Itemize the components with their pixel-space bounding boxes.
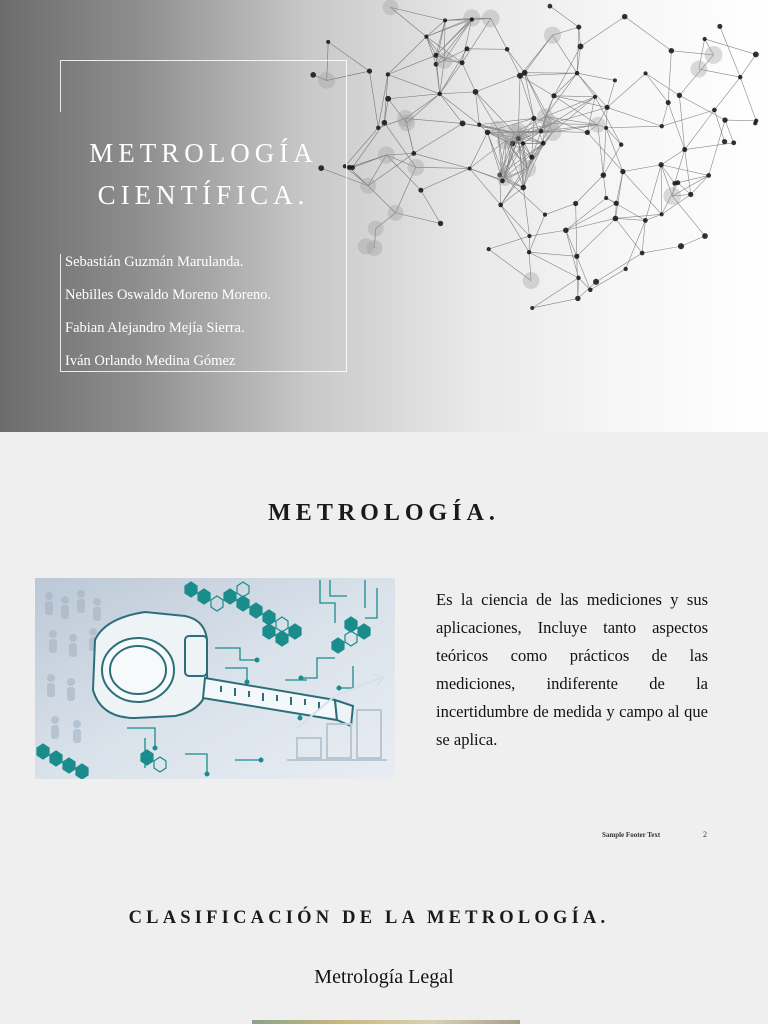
plexus-link	[566, 203, 616, 230]
plexus-node	[706, 173, 711, 178]
plexus-node	[575, 71, 579, 75]
plexus-link	[685, 150, 691, 195]
plexus-node	[705, 46, 723, 64]
plexus-node	[519, 160, 536, 177]
plexus-link	[577, 73, 595, 97]
plexus-node	[590, 117, 606, 133]
author-3: Fabian Alejandro Mejía Sierra.	[65, 320, 245, 336]
plexus-node	[366, 240, 382, 256]
plexus-node	[505, 47, 510, 52]
plexus-link	[581, 17, 625, 47]
plexus-node	[485, 130, 490, 135]
plexus-node	[544, 27, 561, 44]
plexus-link	[421, 168, 470, 190]
plexus-node	[563, 227, 569, 233]
plexus-node	[640, 251, 645, 256]
plexus-node	[573, 201, 578, 206]
plexus-link	[691, 175, 709, 194]
plexus-link	[615, 218, 645, 220]
slide-heading: CLASIFICACIÓN DE LA METROLOGÍA.	[128, 908, 610, 928]
plexus-node	[539, 129, 543, 133]
plexus-node	[378, 146, 395, 163]
plexus-link	[501, 205, 529, 252]
plexus-link	[740, 77, 756, 121]
plexus-node	[613, 216, 619, 222]
plexus-link	[642, 246, 681, 253]
plexus-node	[527, 234, 531, 238]
author-1: Sebastián Guzmán Marulanda.	[65, 254, 244, 270]
plexus-node	[643, 218, 648, 223]
plexus-link	[520, 76, 534, 119]
title-slide	[0, 0, 768, 432]
plexus-node	[383, 0, 399, 15]
slide-subheading: Metrología Legal	[314, 966, 454, 988]
plexus-node	[543, 213, 547, 217]
plexus-node	[523, 272, 540, 289]
plexus-link	[603, 175, 606, 198]
plexus-node	[658, 162, 663, 167]
plexus-link	[678, 175, 709, 182]
plexus-node	[517, 73, 523, 79]
footer-text: Sample Footer Text	[602, 831, 661, 839]
plexus-link	[345, 128, 378, 166]
plexus-link	[615, 172, 622, 219]
plexus-node	[753, 121, 757, 125]
plexus-node	[576, 25, 581, 30]
plexus-link	[615, 218, 642, 253]
author-2: Nebilles Oswaldo Moreno Moreno.	[65, 287, 272, 303]
plexus-link	[470, 132, 488, 168]
plexus-link	[529, 215, 545, 253]
plexus-node	[624, 267, 628, 271]
plexus-link	[462, 63, 475, 92]
plexus-link	[578, 282, 596, 299]
plexus-node	[368, 221, 384, 237]
plexus-link	[661, 165, 662, 215]
plexus-node	[541, 141, 546, 146]
plexus-link	[662, 110, 715, 126]
plexus-node	[468, 166, 472, 170]
plexus-node	[576, 276, 580, 280]
slide-heading: METROLOGÍA.	[268, 500, 500, 526]
plexus-link	[370, 71, 379, 128]
plexus-link	[577, 218, 616, 256]
plexus-node	[722, 117, 727, 122]
plexus-node	[460, 60, 465, 65]
plexus-node	[437, 92, 441, 96]
plexus-node	[506, 124, 523, 141]
plexus-node	[470, 17, 474, 21]
plexus-link	[440, 94, 480, 125]
plexus-node	[578, 43, 584, 49]
plexus-link	[679, 95, 725, 120]
title-line-1: METROLOGÍA	[89, 138, 318, 168]
plexus-link	[388, 74, 440, 93]
plexus-node	[376, 126, 380, 130]
plexus-node	[460, 121, 466, 127]
plexus-link	[545, 203, 576, 214]
plexus-link	[579, 278, 591, 290]
plexus-link	[578, 278, 579, 299]
plexus-node	[604, 196, 608, 200]
plexus-link	[714, 77, 740, 110]
plexus-node	[551, 93, 556, 98]
plexus-node	[531, 116, 536, 121]
plexus-node	[388, 205, 404, 221]
metrologia-slide	[0, 432, 768, 872]
plexus-node	[537, 108, 553, 124]
plexus-link	[479, 118, 534, 124]
plexus-node	[418, 188, 423, 193]
clasificacion-slide	[0, 872, 768, 1024]
plexus-node	[575, 296, 580, 301]
plexus-node	[350, 165, 355, 170]
author-4: Iván Orlando Medina Gómez	[65, 353, 236, 369]
plexus-node	[678, 243, 684, 249]
plexus-link	[668, 51, 671, 103]
plexus-node	[443, 18, 447, 22]
plexus-node	[682, 147, 687, 152]
plexus-link	[740, 54, 756, 77]
plexus-link	[421, 190, 441, 223]
plexus-node	[386, 72, 390, 76]
plexus-link	[709, 120, 725, 175]
plexus-node	[593, 95, 597, 99]
plexus-node	[527, 250, 531, 254]
plexus-link	[606, 126, 662, 128]
plexus-node	[663, 187, 681, 205]
plexus-node	[529, 155, 534, 160]
plexus-node	[601, 172, 607, 178]
plexus-node	[521, 141, 525, 145]
plexus-node	[367, 68, 372, 73]
plexus-link	[577, 256, 591, 290]
plexus-node	[477, 123, 481, 127]
plexus-link	[523, 187, 529, 236]
plexus-link	[566, 230, 577, 256]
plexus-node	[669, 48, 674, 53]
plexus-node	[411, 151, 416, 156]
plexus-link	[626, 220, 646, 269]
plexus-link	[625, 17, 672, 51]
plexus-link	[662, 103, 668, 127]
plexus-node	[382, 120, 388, 126]
plexus-node	[605, 105, 610, 110]
cropped-image	[252, 1020, 520, 1024]
plexus-link	[440, 92, 476, 94]
plexus-node	[666, 100, 671, 105]
plexus-node	[544, 123, 562, 141]
plexus-link	[426, 37, 436, 56]
plexus-node	[619, 142, 623, 146]
plexus-link	[642, 220, 645, 253]
definition-paragraph: Es la ciencia de las mediciones y sus aplicaciones, Incluye tanto aspectos teóricos como prácticos de las mediciones, indiferente de la incertidumbre de medida y campo al que se aplica.	[436, 590, 708, 749]
plexus-node	[360, 178, 376, 194]
plexus-link	[607, 107, 662, 126]
plexus-link	[685, 110, 715, 150]
plexus-node	[593, 279, 599, 285]
title-line-2: CIENTÍFICA.	[97, 180, 310, 210]
plexus-link	[520, 73, 577, 76]
plexus-link	[616, 172, 623, 204]
page-number: 2	[703, 830, 707, 839]
plexus-link	[661, 165, 709, 176]
plexus-link	[414, 123, 463, 153]
plexus-link	[388, 55, 436, 74]
plexus-link	[554, 73, 577, 96]
plexus-node	[712, 108, 717, 113]
plexus-node	[487, 247, 491, 251]
plexus-node	[385, 96, 391, 102]
plexus-link	[725, 120, 756, 121]
plexus-link	[596, 253, 642, 282]
plexus-node	[753, 52, 759, 58]
plexus-link	[685, 143, 734, 150]
plexus-node	[620, 169, 625, 174]
plexus-link	[388, 94, 440, 99]
plexus-node	[407, 159, 424, 176]
plexus-node	[613, 78, 617, 82]
plexus-node	[465, 46, 470, 51]
plexus-node	[677, 93, 682, 98]
plexus-node	[424, 35, 428, 39]
plexus-link	[623, 165, 661, 172]
plexus-node	[703, 37, 707, 41]
plexus-node	[717, 24, 722, 29]
plexus-node	[473, 89, 479, 95]
plexus-node	[498, 203, 503, 208]
plexus-link	[607, 80, 615, 107]
plexus-link	[550, 6, 579, 27]
plexus-node	[644, 71, 648, 75]
plexus-link	[646, 73, 669, 102]
plexus-link	[623, 172, 662, 215]
plexus-node	[574, 254, 579, 259]
plexus-link	[426, 37, 436, 65]
plexus-node	[702, 233, 708, 239]
plexus-node	[500, 179, 505, 184]
plexus-node	[436, 52, 453, 69]
plexus-link	[645, 165, 661, 221]
plexus-node	[438, 221, 443, 226]
plexus-link	[388, 37, 426, 75]
tape-measure-illustration	[35, 578, 395, 779]
plexus-link	[529, 230, 565, 236]
plexus-node	[688, 192, 693, 197]
plexus-node	[660, 212, 664, 216]
plexus-link	[501, 205, 530, 236]
plexus-node	[675, 180, 680, 185]
plexus-node	[521, 185, 527, 191]
plexus-link	[607, 73, 645, 107]
plexus-link	[720, 26, 740, 77]
plexus-node	[530, 306, 534, 310]
plexus-node	[548, 4, 553, 9]
plexus-link	[603, 128, 606, 175]
plexus-node	[497, 170, 513, 186]
plexus-link	[725, 120, 734, 143]
plexus-link	[507, 49, 525, 72]
plexus-node	[326, 40, 330, 44]
plexus-link	[606, 128, 623, 172]
plexus-node	[622, 14, 628, 20]
plexus-link	[436, 20, 445, 55]
plexus-node	[614, 201, 619, 206]
plexus-link	[646, 73, 680, 95]
plexus-node	[722, 139, 727, 144]
plexus-node	[397, 110, 414, 127]
plexus-node	[588, 288, 593, 293]
plexus-link	[520, 76, 554, 96]
plexus-node	[690, 61, 707, 78]
plexus-link	[576, 175, 604, 203]
plexus-link	[606, 198, 645, 220]
plexus-link	[681, 236, 705, 246]
plexus-link	[507, 49, 520, 75]
plexus-link	[576, 203, 577, 256]
plexus-node	[731, 140, 736, 145]
plexus-link	[501, 187, 524, 204]
plexus-node	[585, 130, 590, 135]
plexus-node	[482, 10, 500, 28]
plexus-link	[378, 74, 388, 127]
plexus-node	[660, 124, 664, 128]
plexus-link	[675, 150, 685, 184]
plexus-node	[738, 75, 742, 79]
